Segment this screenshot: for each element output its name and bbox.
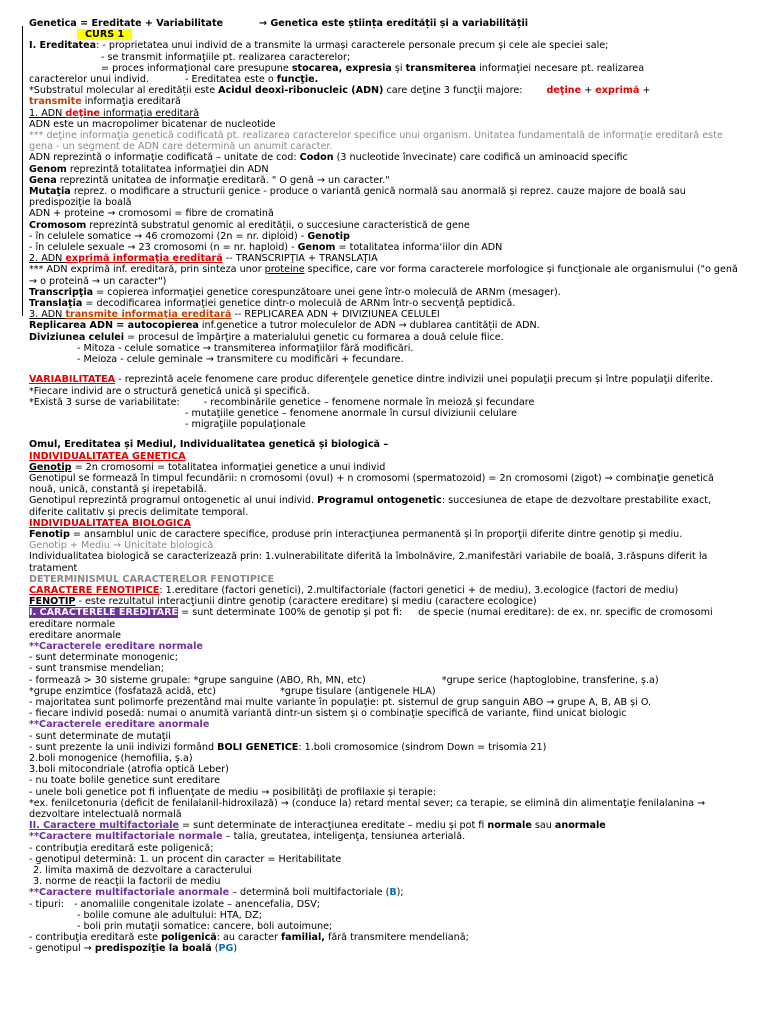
line [29,663,742,674]
text: - sunt transmise mendelian; [29,663,164,675]
text: ereditare anormale [29,629,122,641]
text: informaţia ereditară [81,96,181,108]
text: : 1.ereditare (factori genetici), 2.multifactoriale (factori genetici + de mediu), 3.ecologice (factori de mediu) [159,584,679,596]
line [29,354,742,365]
text: FENOTIP [29,596,76,608]
text: informaţiei necesare pt. realizarea [476,62,645,74]
text: deţine [546,85,582,97]
heading-caracterele-ereditare: I. CARACTERELE EREDITARE [29,607,179,619]
text: CARACTERE FENOTIPICE [29,584,160,596]
text: - reprezintă acele fenomene care produc diferenţele genetice dintre indivizii unei populaţii precum și între populaţii diferite. [115,374,714,386]
text: - tipuri: [29,898,64,910]
text: ) [233,943,238,955]
line [29,764,742,775]
text: **Caracterele ereditare normale [29,640,203,652]
line [29,697,742,708]
text: - formează > 30 sisteme grupale: *grupe sanguine (ABO, Rh, MN, etc) [29,674,366,686]
text: – determină boli multifactoriale ( [229,887,390,899]
text: 2.boli monogenice (hemofilia, ș.a) [29,753,193,764]
line [29,208,742,219]
line [29,397,742,408]
line [29,264,742,286]
line [29,332,742,343]
text: ); [396,887,404,899]
text: - anomaliile congenitale izolate – anencefalia, DSV; [73,898,320,910]
line [29,775,742,786]
text: exprimă [595,85,640,97]
text: Fenotip [29,528,70,540]
line [29,518,742,529]
text: - Ereditatea este o [185,74,277,86]
line [29,119,742,130]
text: Codon [299,152,334,164]
text: - în celulele somatice → 46 cromozomi (2n = nr. diploid) - [29,230,308,242]
text: exprimă informaţia ereditară [65,253,223,265]
line [29,843,742,854]
spacer [29,365,742,374]
text: - migraţiile populaţionale [185,419,306,431]
text: *grupe serice (haptoglobine, transferine, ș.a) [441,674,659,686]
text: : au caracter [216,932,281,944]
text: Acidul deoxi-ribonucleic (ADN) [218,85,384,97]
line [29,63,742,74]
line [29,220,742,231]
text: specifice, care vor forma caracterele morfologice și funcţionale ale organismului ("o genă → o proteină → un caracter") [29,264,738,287]
text: = proces informaţional care presupune [101,62,292,74]
line: *Substratul molecular al eredității este Acidul deoxi-ribonucleic (ADN) care deţine 3 funcţii majore: deţine + exprimă + [29,85,651,97]
text: Replicarea ADN = autocopierea [29,320,199,332]
text: -- REPLICAREA ADN + DIVIZIUNEA CELULEI [231,309,440,321]
text: informaţia ereditară [99,107,200,119]
text: B [389,887,397,899]
text: Genotip + Mediu → Unicitate biologică [29,540,214,552]
course-label-line [29,29,742,40]
text: = copierea informaţiei genetice corespunzătoare unei gene într-o moleculă de ARNm (mesager). [93,286,561,298]
line [29,686,742,697]
line [29,630,742,641]
text: = 2n cromosomi = totalitatea informaţiei genetice a unui individ [71,461,386,473]
text: fără transmitere mendeliană; [324,932,469,944]
text: 2. limita maximă de dezvoltare a caracterului [33,865,252,877]
text: *ex. fenilcetonuria (deficit de fenilalanil-hidroxilază) → (conduce la) retard mental sever; ca terapie, se elimină din alimentaţie fenilalanina → dezvoltare intelectuală normală [29,797,706,821]
text: *Există 3 surse de variabilitate: [29,396,180,408]
line [29,108,742,119]
line [29,731,742,742]
header-subtitle: → Genetica este știința eredității și a variabilității [259,18,529,29]
text: sau [531,820,555,832]
text: transmiterea [405,62,477,74]
text: **Caractere multifactoriale normale [29,831,223,843]
text: ereditare normale [29,618,116,630]
text: Cromosom [29,219,87,231]
line [29,652,742,663]
line [29,753,742,764]
header-title: Genetica = Ereditate + Variabilitate [29,18,224,29]
line [29,309,742,320]
text: poligenică [161,932,217,944]
text: de specie (numai ereditare): de ex. nr. specific de cromosomi [418,607,713,619]
text: - sunt determinate de mutaţii [29,730,171,742]
line [29,865,742,876]
text: predispoziţie la boală [94,943,212,955]
text: Genotipul se formează în timpul fecundării: n cromosomi (ovul) + n cromosomi (spermatozoid) = 2n cromosomi (zigot) ⇒ combinaţie genetică nouă, unică, constantă și irepetabilă. [29,472,714,496]
text: 3. norme de reacţii la factorii de mediu [33,876,221,888]
text: - contribuţia ereditară este [29,932,162,944]
text: transmite [29,96,82,108]
text: inf.genetice a tutror moleculelor de ADN → dublarea cantității de ADN. [198,320,540,332]
text: Transcripţia [29,286,94,298]
text: = ansamblul unic de caractere specifice, produse prin interacţiunea permanentă și în proporţii diferite dintre genotip și mediu. [69,528,683,540]
heading-individualitatea-genetica: INDIVIDUALITATEA GENETICĂ [29,450,186,462]
line [29,619,742,630]
line [29,186,742,208]
line [29,596,742,607]
text: caracterelor unui individ. [29,74,150,86]
text: *Substratul molecular al eredității este [29,85,219,97]
text: - genotipul → [29,943,95,955]
text: reprez. o modificare a structurii genice - produce o variantă genică normală sau anormală și reprez. cauze majore de boală sau predispoziţie la boală [29,186,686,209]
line [29,798,742,820]
text: deţine [65,107,100,119]
text: 1. ADN [29,107,66,119]
line [29,439,742,450]
text: Individualitatea biologică se caracterizează prin: 1.vulnerabilitate diferită la îmbolnăvire, 2.manifestări variabile de boală, 3.răspuns diferit la tratament [29,551,708,574]
text: 3. ADN [29,309,66,321]
text: PG [218,943,234,955]
text: Gena [29,174,57,186]
line [29,152,742,163]
line [29,921,742,932]
text: - în celulele sexuale → 23 cromosomi (n = nr. haploid) - [29,242,298,254]
line [29,932,742,943]
text: Diviziunea celulei [29,331,125,343]
line [29,473,742,495]
text: = procesul de împărţire a materialului genetic cu formarea a două celule fiice. [124,331,504,343]
line [29,374,742,385]
text: : succesiunea de etape de dezvoltare prestabilite exact, diferite calitativ și precis delimitate temporal. [29,495,712,518]
text: = sunt determinate 100% de genotip și pot fi: [178,607,403,619]
text: reprezintă substratul genomic al eredității, o succesiune caracteristică de gene [86,219,470,231]
text: - nu toate bolile genetice sunt ereditare [29,775,221,787]
text: funcţie. [276,74,319,86]
text: *** deţine informaţia genetică codificată pt. realizarea caracterelor specifice unui organism. Unitatea fundamentală de informaţie ereditară este gena - un segment de ADN care determină un anumit caracter. [29,130,723,153]
line [29,343,742,354]
text: -- TRANSCRIPŢIA + TRANSLAŢIA [222,253,378,265]
text: *grupe tisulare (antigenele HLA) [280,685,436,697]
heading-caractere-multifactoriale: II. Caractere multifactoriale [29,820,179,832]
text: - recombinările genetice – fenomene normale în meioză și fecundare [203,396,535,408]
line [29,74,742,85]
line [29,52,742,63]
text: familial, [280,932,325,944]
text: **Caractere multifactoriale anormale [29,887,230,899]
text: Mutaţia [29,186,71,198]
line-ereditatea [29,40,742,51]
text: - sunt prezente la unii indivizi formând [29,741,218,753]
text: reprezintă unitatea de informaţie ereditară. " O genă → un caracter." [56,174,390,186]
doc-header [29,18,742,29]
text: Genotip [307,230,350,242]
text: *** ADN exprimă inf. ereditară, prin sinteza unor [29,264,265,276]
text: - genotipul determină: 1. un procent din caracter = Heritabilitate [29,853,342,865]
text: reprezintă totalitatea informaţiei din ADN [66,163,269,175]
line [29,287,742,298]
margin-bar [22,26,23,316]
text: : 1.boli cromosomice (sindrom Down = trisomia 21) [298,741,547,753]
line [29,320,742,331]
line [29,607,742,618]
heading-ereditatea: I. Ereditatea [29,40,97,52]
line [29,242,742,253]
line [29,854,742,865]
text: care deţine 3 funcţii majore: [383,85,523,97]
text: - Meioza - celule geminale → transmitere cu modificări + fecundare. [77,354,404,366]
text: ADN + proteine → cromosomi = fibre de cromatină [29,208,274,220]
text: – talia, greutatea, inteligenţa, tensiunea arterială. [222,831,466,843]
line [29,574,742,585]
text: - se transmit informaţiile pt. realizarea caracterelor; [101,51,351,63]
line [29,820,742,831]
text: ( [211,943,219,955]
text: proteine [264,264,305,276]
line [29,641,742,652]
text: (3 nucleotide învecinate) care codifică un aminoacid specific [333,152,628,164]
text: Genom [297,242,336,254]
text: - boli prin mutaţii somatice: cancere, boli autoimune; [77,921,333,933]
line [29,675,742,686]
text: Genom [29,163,67,175]
line [29,540,742,551]
line [29,231,742,242]
line [29,96,742,107]
text: : - proprietatea unui individ de a transmite la urmași caracterele personale precum și cele ale speciei sale; [96,40,609,52]
heading-individualitatea-biologica: INDIVIDUALITATEA BIOLOGICĂ [29,517,191,529]
line [29,899,742,910]
spacer [29,430,742,439]
line [29,787,742,798]
text: Programul ontogenetic [317,495,442,507]
line [29,719,742,730]
text: *Fiecare individ are o structură genetică unică și specifică. [29,385,310,397]
text: = sunt determinate de interacţiunea ereditate – mediu și pot fi [179,820,488,832]
text: 2. ADN [29,253,66,265]
line [29,585,742,596]
section-title: Omul, Ereditatea și Mediul, Individualitatea genetică și biologică – [29,439,389,451]
text: - este rezultatul interacţiunii dintre genotip (caractere ereditare) și mediu (caractere ecologice) [75,596,537,608]
line [29,551,742,573]
line [29,876,742,887]
line [29,419,742,430]
line [29,887,742,898]
text: = decodificarea informaţiei genetice dintr-o moleculă de ARNm într-o secvenţă peptidică. [82,298,516,310]
text: Translaţia [29,298,83,310]
course-label: CURS 1 [77,29,132,40]
text: 3.boli mitocondriale (atrofia optică Leber) [29,764,229,776]
text: anormale [554,820,606,832]
text: Genotipul reprezintă programul ontogenetic al unui individ. [29,495,318,507]
line [29,910,742,921]
text: *grupe enzimtice (fosfatază acidă, etc) [29,685,217,697]
line [29,495,742,517]
text: Genotip [29,461,72,473]
text: normale [487,820,532,832]
line [29,708,742,719]
text: - sunt determinate monogenic; [29,652,179,664]
line [29,451,742,462]
text: stocarea, expresia [291,62,392,74]
text: BOLI GENETICE [217,741,299,753]
line [29,298,742,309]
text: - bolile comune ale adultului: HTA, DZ; [77,909,262,921]
text: = totalitatea informa‘iilor din ADN [335,242,503,254]
text: - majoritatea sunt polimorfe prezentând mai multe variante în populaţie: pt. sistemul de grup sanguin ABO → grupe A, B, AB și O. [29,696,652,708]
line [29,386,742,397]
line [29,742,742,753]
line [29,943,742,954]
line [29,175,742,186]
text: - mutaţiile genetice – fenomene anormale în cursul diviziunii celulare [185,407,518,419]
line [29,408,742,419]
line [29,831,742,842]
text: DETERMINISMUL CARACTERELOR FENOTIPICE [29,573,275,585]
text: - unele boli genetice pot fi influenţate de mediu → posibilităţi de profilaxie și terapie: [29,786,437,798]
text: ADN reprezintă o informaţie codificată – unitate de cod: [29,152,300,164]
line [29,130,742,152]
text: - fiecare individ posedă: numai o anumită variantă dintr-un sistem și o combinaţie specifică de variante, fiind unicat biologic [29,708,627,720]
text: **Caracterele ereditare anormale [29,719,210,731]
text: ADN este un macropolimer bicatenar de nucleotide [29,118,276,130]
line [29,253,742,264]
text: - Mitoza - celule somatice → transmiterea informaţiilor fără modificări. [77,342,414,354]
text: și [391,62,406,74]
text: transmite informaţia ereditară [65,309,232,321]
line [29,164,742,175]
heading-variabilitatea: VARIABILITATEA [29,374,116,386]
text: - contribuţia ereditară este poligenică; [29,842,214,854]
line [29,529,742,540]
line [29,462,742,473]
